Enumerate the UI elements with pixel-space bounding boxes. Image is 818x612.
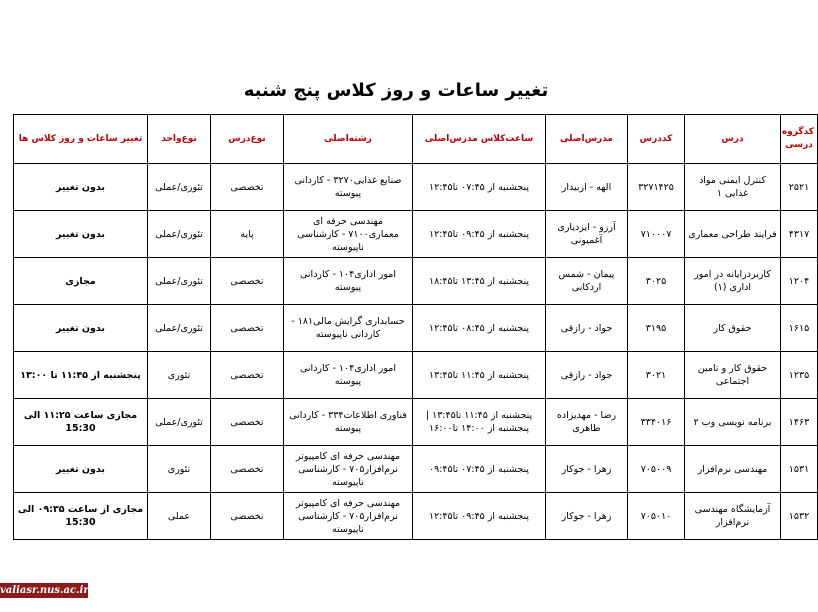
- header-class-time: ساعت‌کلاس مدرس‌اصلی: [413, 115, 546, 164]
- cell-course: کنترل ایمنی مواد غذایی ۱: [685, 164, 781, 211]
- table-row: [14, 258, 818, 305]
- cell-course-code: ۳۰۲۵: [628, 258, 685, 305]
- cell-group-code: ۱۲۰۴: [781, 258, 818, 305]
- cell-teacher: زهرا - جوکار: [546, 446, 628, 493]
- header-course-type: نوع‌درس: [211, 115, 284, 164]
- cell-field: فناوری اطلاعات۳۳۴ - کاردانی پیوسته: [284, 399, 413, 446]
- cell-unit-type: تئوری/عملی: [148, 305, 211, 352]
- header-unit-type: نوع‌واحد: [148, 115, 211, 164]
- cell-course-type: تخصصی: [211, 305, 284, 352]
- table-row: [14, 493, 818, 540]
- cell-course-code: ۳۱۹۵: [628, 305, 685, 352]
- cell-course-code: ۷۰۵۰۱۰: [628, 493, 685, 540]
- cell-course-type: پایه: [211, 211, 284, 258]
- cell-unit-type: تئوری: [148, 352, 211, 399]
- cell-change: بدون تغییر: [14, 446, 148, 493]
- cell-class-time: پنجشنبه از ۰۹:۴۵ تا۱۲:۴۵: [413, 211, 546, 258]
- cell-course-code: ۳۰۲۱: [628, 352, 685, 399]
- cell-course-type: تخصصی: [211, 446, 284, 493]
- header-course: درس: [685, 115, 781, 164]
- cell-unit-type: تئوری/عملی: [148, 211, 211, 258]
- cell-teacher: پیمان - شمس اردکانی: [546, 258, 628, 305]
- cell-unit-type: تئوری/عملی: [148, 399, 211, 446]
- cell-class-time: پنجشنبه از ۰۸:۴۵ تا۱۲:۴۵: [413, 305, 546, 352]
- table-row: [14, 352, 818, 399]
- watermark-link[interactable]: valiasr.nus.ac.ir: [0, 585, 89, 596]
- cell-change: مجازی ساعت ۱۱:۲۵ الی 15:30: [14, 399, 148, 446]
- cell-change: پنجشنبه از ۱۱:۴۵ تا ۱۳:۰۰: [14, 352, 148, 399]
- cell-change: مجازی: [14, 258, 148, 305]
- cell-unit-type: عملی: [148, 493, 211, 540]
- cell-teacher: جواد - رازقی: [546, 305, 628, 352]
- cell-teacher: زهرا - جوکار: [546, 493, 628, 540]
- cell-course-code: ۳۲۷۱۴۲۵: [628, 164, 685, 211]
- cell-unit-type: تئوری: [148, 446, 211, 493]
- cell-course: کاربردرایانه در امور اداری (۱): [685, 258, 781, 305]
- cell-field: امور اداری۱۰۴ - کاردانی پیوسته: [284, 352, 413, 399]
- cell-teacher: آرزو - ایزدیاری آغمیونی: [546, 211, 628, 258]
- cell-change: بدون تغییر: [14, 305, 148, 352]
- cell-field: مهندسی حرفه ای کامپیوتر نرم‌افزار۷۰۵ - کارشناسی ناپیوسته: [284, 446, 413, 493]
- cell-course-type: تخصصی: [211, 164, 284, 211]
- cell-change: مجازی از ساعت ۰۹:۳۵ الی 15:30: [14, 493, 148, 540]
- cell-unit-type: تئوری/عملی: [148, 164, 211, 211]
- header-teacher: مدرس‌اصلی: [546, 115, 628, 164]
- cell-class-time: پنجشنبه از ۱۳:۴۵ تا۱۸:۴۵: [413, 258, 546, 305]
- cell-class-time: پنجشنبه از ۰۷:۴۵ تا۱۲:۴۵: [413, 164, 546, 211]
- cell-field: صنایع غذایی۳۲۷۰ - کاردانی پیوسته: [284, 164, 413, 211]
- table-row: [14, 305, 818, 352]
- cell-class-time: پنجشنبه از ۰۹:۴۵ تا۱۲:۴۵: [413, 493, 546, 540]
- table-row: [14, 399, 818, 446]
- cell-group-code: ۴۳۱۷: [781, 211, 818, 258]
- cell-change: بدون تغییر: [14, 164, 148, 211]
- cell-change: بدون تغییر: [14, 211, 148, 258]
- cell-group-code: ۱۵۳۱: [781, 446, 818, 493]
- header-course-code: کددرس: [628, 115, 685, 164]
- cell-field: مهندسی حرفه ای کامپیوتر نرم‌افزار۷۰۵ - کارشناسی ناپیوسته: [284, 493, 413, 540]
- cell-teacher: رضا - مهدیزاده طاهری: [546, 399, 628, 446]
- cell-field: مهندسی حرفه ای معماری۷۱۰۰ - کارشناسی ناپیوسته: [284, 211, 413, 258]
- cell-teacher: الهه - اربیدار: [546, 164, 628, 211]
- page-title: تغییر ساعات و روز کلاس پنج شنبه: [243, 80, 549, 101]
- cell-course: حقوق کار و تامین اجتماعی: [685, 352, 781, 399]
- cell-class-time: پنجشنبه از ۱۱:۴۵ تا۱۳:۴۵: [413, 352, 546, 399]
- cell-unit-type: تئوری/عملی: [148, 258, 211, 305]
- cell-course-code: ۷۰۵۰۰۹: [628, 446, 685, 493]
- cell-course-type: تخصصی: [211, 399, 284, 446]
- cell-group-code: ۱۴۶۳: [781, 399, 818, 446]
- header-change: تغییر ساعات و روز کلاس ها: [14, 115, 148, 164]
- header-group-code: کدگروه درسی: [781, 115, 818, 164]
- cell-course-type: تخصصی: [211, 352, 284, 399]
- cell-field: حسابداری گرایش مالی۱۸۱ - کاردانی ناپیوسته: [284, 305, 413, 352]
- cell-field: امور اداری۱۰۴ - کاردانی پیوسته: [284, 258, 413, 305]
- cell-course-code: ۷۱۰۰۰۷: [628, 211, 685, 258]
- cell-course-type: تخصصی: [211, 493, 284, 540]
- cell-course: برنامه نویسی وب ۲: [685, 399, 781, 446]
- cell-group-code: ۱۶۱۵: [781, 305, 818, 352]
- cell-group-code: ۲۵۲۱: [781, 164, 818, 211]
- cell-group-code: ۱۲۳۵: [781, 352, 818, 399]
- table-row: [14, 446, 818, 493]
- schedule-table: [13, 114, 818, 540]
- header-field: رشته‌اصلی: [284, 115, 413, 164]
- cell-course-code: ۳۳۴۰۱۶: [628, 399, 685, 446]
- cell-group-code: ۱۵۳۲: [781, 493, 818, 540]
- table-row: [14, 164, 818, 211]
- cell-course-type: تخصصی: [211, 258, 284, 305]
- cell-course: آزمایشگاه مهندسی نرم‌افزار: [685, 493, 781, 540]
- table-header-row: [14, 115, 818, 164]
- cell-class-time: پنجشنبه از ۱۱:۴۵ تا۱۳:۴۵ | پنجشنبه از ۱۴:۰۰ تا۱۶:۰۰: [413, 399, 546, 446]
- cell-course: فرایند طراحی معماری: [685, 211, 781, 258]
- cell-course: حقوق کار: [685, 305, 781, 352]
- cell-teacher: جواد - رازقی: [546, 352, 628, 399]
- table-row: [14, 211, 818, 258]
- cell-course: مهندسی نرم‌افزار: [685, 446, 781, 493]
- cell-class-time: پنجشنبه از ۰۷:۴۵ تا۰۹:۴۵: [413, 446, 546, 493]
